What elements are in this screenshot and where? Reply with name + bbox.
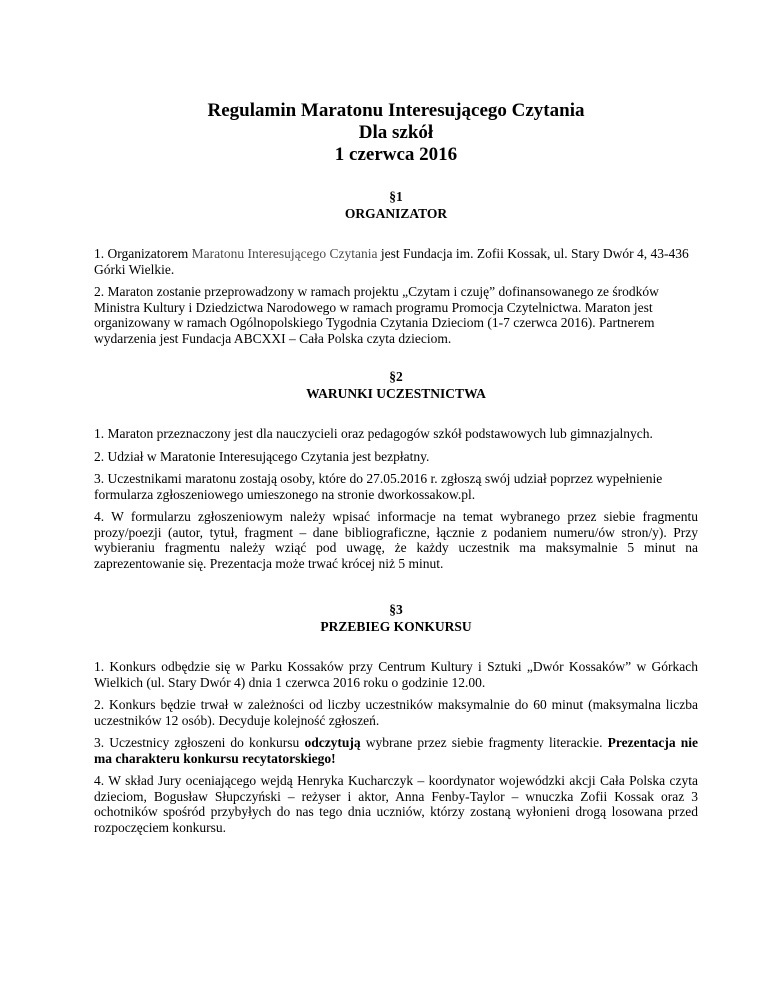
section-3-paragraph-4: 4. W skład Jury oceniającego wejdą Henryka Kucharczyk – koordynator wojewódzki akcji Cała Polska czyta dzieciom, Bogusław Słupczyński – reżyser i aktor, Anna Fenby-Taylor – wnuczka Zofii Kossak oraz 3 ochotników spośród przybyłych do nas tego dnia uczniów, którzy zostaną wyłonieni drogą losowana przed rozpoczęciem konkursu. [94, 773, 698, 835]
section-2-paragraph-2: 2. Udział w Maratonie Interesującego Czytania jest bezpłatny. [94, 448, 430, 464]
section-1-title: ORGANIZATOR [344, 206, 448, 221]
section-2-title: WARUNKI UCZESTNICTWA [306, 386, 486, 401]
section-1-body [94, 246, 698, 346]
section-3-number: §3 [389, 602, 403, 617]
section-1-heading [94, 188, 698, 222]
section-2-paragraph-3: 3. Uczestnikami maratonu zostają osoby, które do 27.05.2016 r. zgłoszą swój udział poprzez wypełnienie formularza zgłoszeniowego umieszonego na stronie dworkossakow.pl. [94, 471, 663, 502]
paragraph-text: wybrane przez siebie fragmenty literackie. [360, 735, 608, 750]
paragraph-text: 1. Organizatorem [94, 246, 192, 261]
title-line-3: 1 czerwca 2016 [334, 144, 458, 165]
document-page [94, 0, 698, 994]
section-3-paragraph-2: 2. Konkurs będzie trwał w zależności od liczby uczestników maksymalnie do 60 minut (maksymalna liczba uczestników 12 osób). Decyduje kolejność zgłoszeń. [94, 697, 698, 728]
section-3-body [94, 659, 698, 835]
maraton-name-highlight: Maratonu Interesującego Czytania [191, 246, 378, 261]
title-line-2: Dla szkół [358, 122, 434, 143]
section-2-body [94, 426, 698, 571]
section-2-paragraph-1: 1. Maraton przeznaczony jest dla nauczycieli oraz pedagogów szkół podstawowych lub gimnazjalnych. [94, 426, 653, 441]
bold-text-presentation-note: Prezentacja nie ma charakteru konkursu recytatorskiego! [94, 735, 699, 766]
section-1-paragraph-2: 2. Maraton zostanie przeprowadzony w ramach projektu „Czytam i czuję” dofinansowanego ze środków Ministra Kultury i Dziedzictwa Narodowego w ramach programu Promocja Czytelnictwa. Maraton jest organizowany w ramach Ogólnopolskiego Tygodnia Czytania Dzieciom (1-7 czerwca 2016). Partnerem wydarzenia jest Fundacja ABCXXI – Cała Polska czyta dzieciom. [94, 284, 659, 346]
title-line-1: Regulamin Maratonu Interesującego Czytania [207, 100, 585, 121]
section-1-paragraph-1 [94, 246, 698, 277]
section-2-number: §2 [389, 369, 403, 384]
bold-text-odczytuja: odczytują [304, 735, 361, 750]
paragraph-text: 3. Uczestnicy zgłoszeni do konkursu [94, 735, 305, 750]
paragraph-text: jest Fundacja im. Zofii Kossak, ul. Stary Dwór 4, 43-436 Górki Wielkie. [94, 246, 689, 277]
section-2-heading [94, 368, 698, 402]
document-title [94, 0, 698, 166]
section-3-paragraph-3 [94, 735, 698, 766]
section-2-paragraph-4: 4. W formularzu zgłoszeniowym należy wpisać informacje na temat wybranego przez siebie fragmentu prozy/poezji (autor, tytuł, fragment – dane bibliograficzne, łącznie z podaniem numeru/ów stron/y). Przy wybieraniu fragmentu należy wziąć pod uwagę, że każdy uczestnik ma maksymalnie 5 minut na zaprezentowanie się. Prezentacja może trwać krócej niż 5 minut. [94, 509, 698, 571]
section-3-heading [94, 601, 698, 635]
section-3-paragraph-1: 1. Konkurs odbędzie się w Parku Kossaków przy Centrum Kultury i Sztuki „Dwór Kossaków” w Górkach Wielkich (ul. Stary Dwór 4) dnia 1 czerwca 2016 roku o godzinie 12.00. [94, 659, 698, 690]
section-3-title: PRZEBIEG KONKURSU [320, 619, 472, 634]
section-1-number: §1 [389, 189, 403, 204]
